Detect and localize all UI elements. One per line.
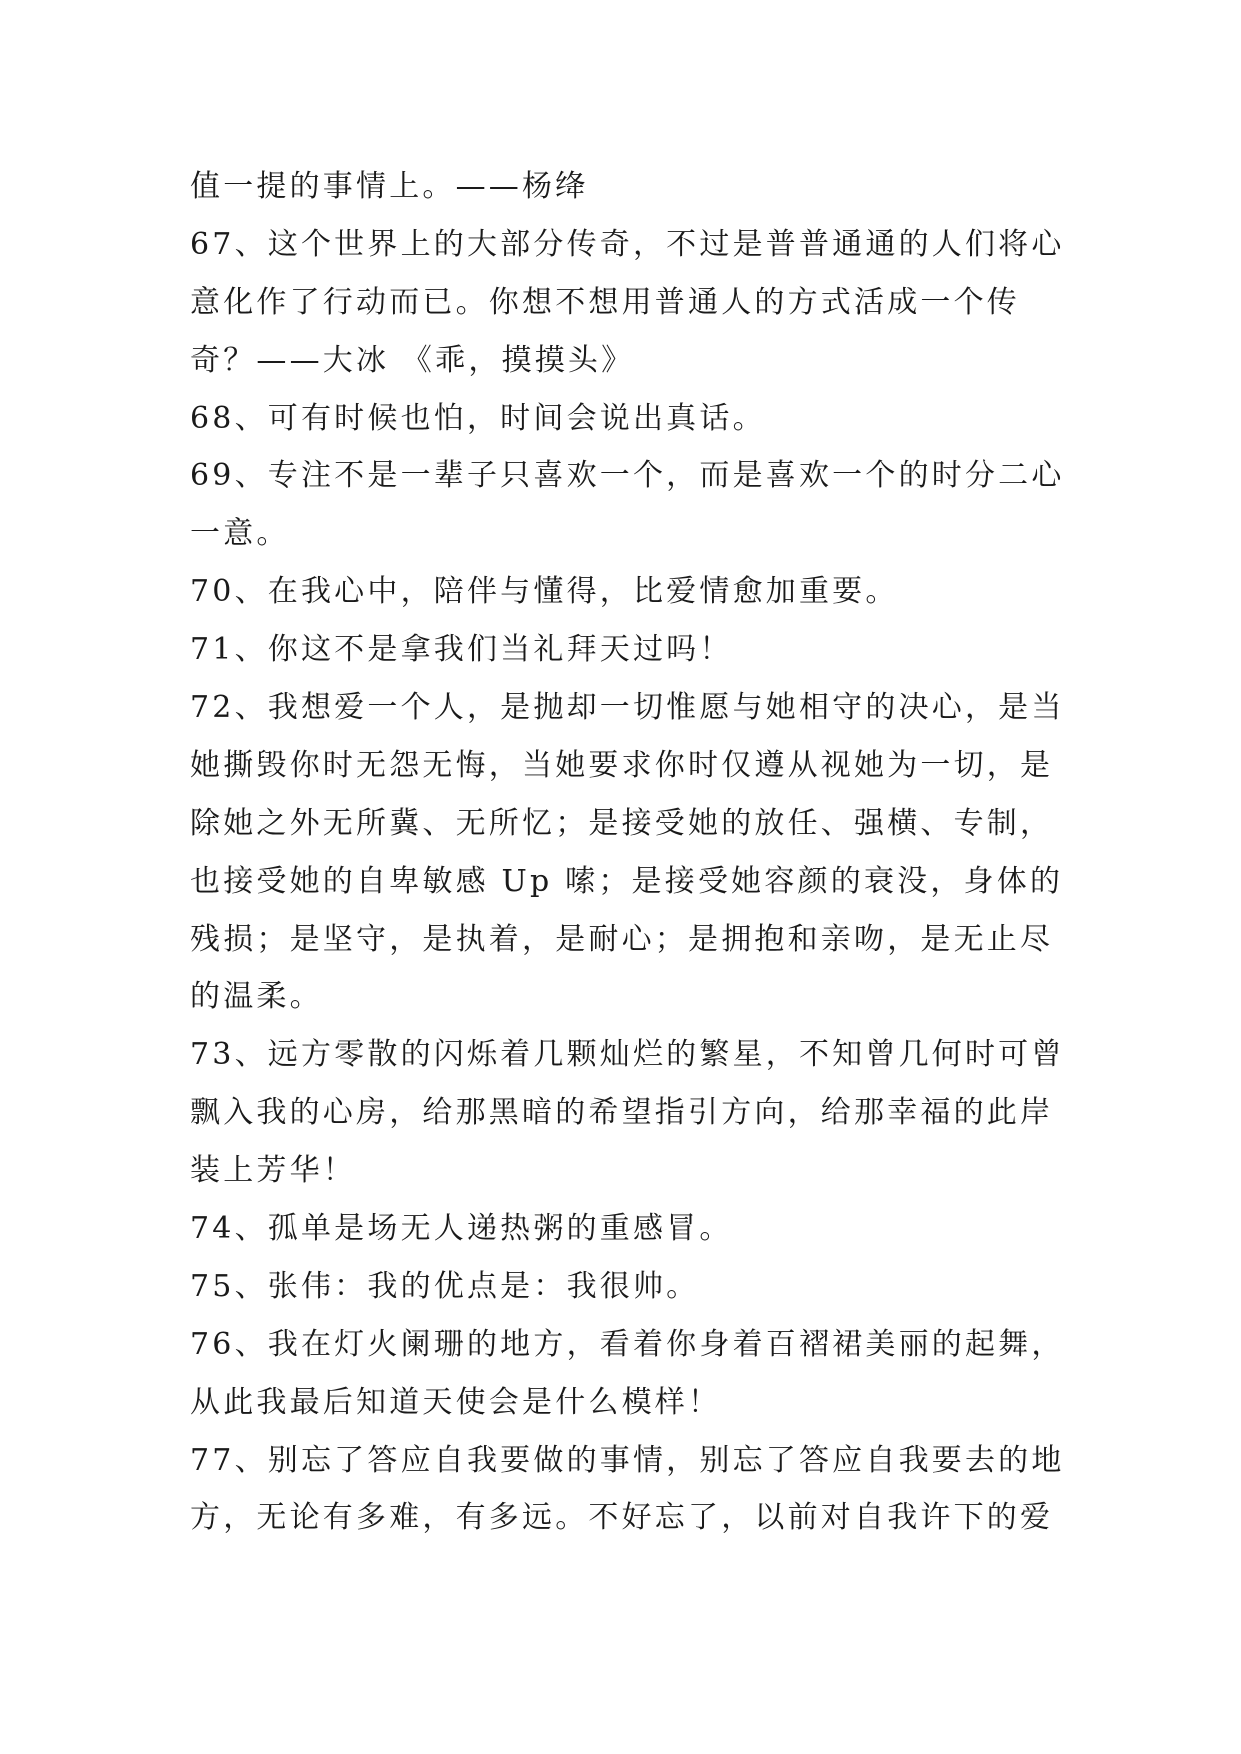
text-line: 飘入我的心房，给那黑暗的希望指引方向，给那幸福的此岸 — [190, 1095, 1054, 1131]
text-line: 意化作了行动而已。你想不想用普通人的方式活成一个传 — [190, 284, 1020, 320]
text-line: 除她之外无所冀、无所忆；是接受她的放任、强横、专制， — [190, 805, 1054, 841]
text-line: 残损；是坚守，是执着，是耐心；是拥抱和亲吻，是无止尽 — [190, 921, 1054, 957]
text-line: 她撕毁你时无怨无悔，当她要求你时仅遵从视她为一切，是 — [190, 747, 1054, 783]
document-body — [190, 158, 1070, 1547]
text-line: 值一提的事情上。——杨绛 — [190, 169, 589, 204]
text-line: 也接受她的自卑敏感 Up 嗦；是接受她容颜的衰没，身体的 — [190, 863, 1064, 899]
text-line: 装上芳华！ — [190, 1153, 356, 1189]
text-line: 一意。 — [190, 516, 290, 552]
text-line: 的温柔。 — [190, 979, 323, 1015]
text-line: 77、别忘了答应自我要做的事情，别忘了答应自我要去的地 — [190, 1442, 1065, 1478]
text-line: 67、这个世界上的大部分传奇，不过是普普通通的人们将心 — [190, 226, 1065, 262]
text-line: 73、远方零散的闪烁着几颗灿烂的繁星，不知曾几何时可曾 — [190, 1037, 1065, 1073]
text-line: 从此我最后知道天使会是什么模样！ — [190, 1384, 722, 1420]
text-line: 76、我在灯火阑珊的地方，看着你身着百褶裙美丽的起舞， — [190, 1326, 1065, 1362]
text-line: 75、张伟：我的优点是：我很帅。 — [190, 1268, 700, 1304]
text-line: 68、可有时候也怕，时间会说出真话。 — [190, 400, 766, 436]
text-line: 方，无论有多难，有多远。不好忘了，以前对自我许下的爱 — [190, 1500, 1054, 1536]
text-line: 70、在我心中，陪伴与懂得，比爱情愈加重要。 — [190, 574, 899, 610]
text-line: 奇？——大冰 《乖，摸摸头》 — [190, 342, 635, 378]
text-line: 71、你这不是拿我们当礼拜天过吗！ — [190, 632, 733, 668]
text-line: 72、我想爱一个人，是抛却一切惟愿与她相守的决心，是当 — [190, 690, 1065, 726]
text-line: 69、专注不是一辈子只喜欢一个，而是喜欢一个的时分二心 — [190, 458, 1065, 494]
text-line: 74、孤单是场无人递热粥的重感冒。 — [190, 1211, 733, 1247]
